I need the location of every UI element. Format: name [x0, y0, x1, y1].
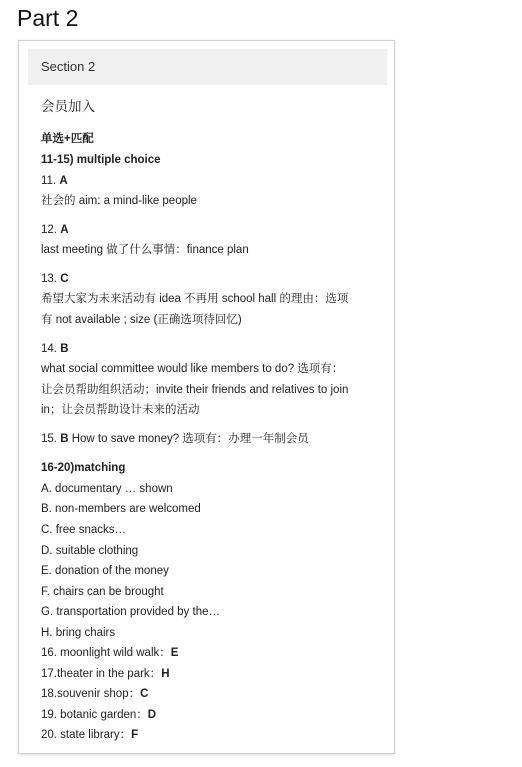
match-item: [41, 708, 156, 723]
page-title: Part 2: [17, 5, 79, 31]
q14-header: [41, 342, 69, 357]
q13-note-line1: 希望大家为未来活动有 idea 不再用 school hall 的理由：选项: [41, 293, 349, 305]
q15-line: [41, 432, 309, 447]
matching-title: 16-20)matching: [41, 462, 126, 474]
q13-note-line2: 有 not available ; size (正确选项待回忆): [41, 314, 242, 326]
option-item: D. suitable clothing: [41, 545, 139, 557]
match-item: [41, 646, 178, 661]
section-heading: 会员加入: [41, 99, 95, 114]
option-item: G. transportation provided by the…: [41, 606, 220, 618]
question-number: 13.: [41, 273, 57, 285]
multiple-choice-title: 11-15) multiple choice: [41, 154, 161, 166]
option-item: A. documentary … shown: [41, 483, 173, 495]
q12-header: [41, 223, 69, 238]
q14-note-line1: what social committee would like members to do? 选项有：: [41, 363, 344, 375]
match-answer: E: [170, 647, 179, 659]
q14-note-line3: in；让会员帮助设计未来的活动: [41, 404, 200, 416]
section-header[interactable]: Section 2: [28, 49, 387, 85]
answer-letter: A: [60, 224, 69, 236]
match-item: [41, 667, 170, 682]
match-label: 18.souvenir shop：: [41, 688, 141, 700]
question-number: 15.: [41, 433, 57, 445]
match-answer: H: [161, 668, 170, 680]
q11-header: [41, 174, 68, 189]
answer-letter: B: [60, 343, 69, 355]
question-number: 14.: [41, 343, 57, 355]
answer-letter: A: [59, 175, 68, 187]
match-answer: D: [147, 709, 157, 721]
section-card: [18, 40, 395, 754]
question-number: 11.: [41, 175, 57, 187]
q12-note: last meeting 做了什么事情：finance plan: [41, 244, 249, 256]
answer-letter: B: [60, 433, 69, 445]
answer-letter: C: [60, 273, 69, 285]
q13-header: [41, 272, 69, 287]
match-label: 20. state library：: [41, 729, 132, 741]
option-item: H. bring chairs: [41, 627, 116, 639]
q11-note: 社会的 aim: a mind-like people: [41, 195, 197, 207]
option-item: B. non-members are welcomed: [41, 503, 201, 515]
match-item: [41, 728, 138, 743]
match-label: 17.theater in the park：: [41, 668, 162, 680]
match-answer: C: [140, 688, 149, 700]
option-item: E. donation of the money: [41, 565, 169, 577]
q14-note-line2: 让会员帮助组织活动；invite their friends and relatives to join: [41, 384, 349, 396]
match-label: 16. moonlight wild walk：: [41, 647, 171, 659]
option-item: F. chairs can be brought: [41, 586, 164, 598]
match-answer: F: [131, 729, 139, 741]
q15-note: How to save money? 选项有：办理一年制会员: [71, 433, 309, 445]
match-item: [41, 687, 148, 702]
question-number: 12.: [41, 224, 57, 236]
question-type-label: 单选+匹配: [41, 133, 94, 145]
option-item: C. free snacks…: [41, 524, 126, 536]
match-label: 19. botanic garden：: [41, 709, 148, 721]
